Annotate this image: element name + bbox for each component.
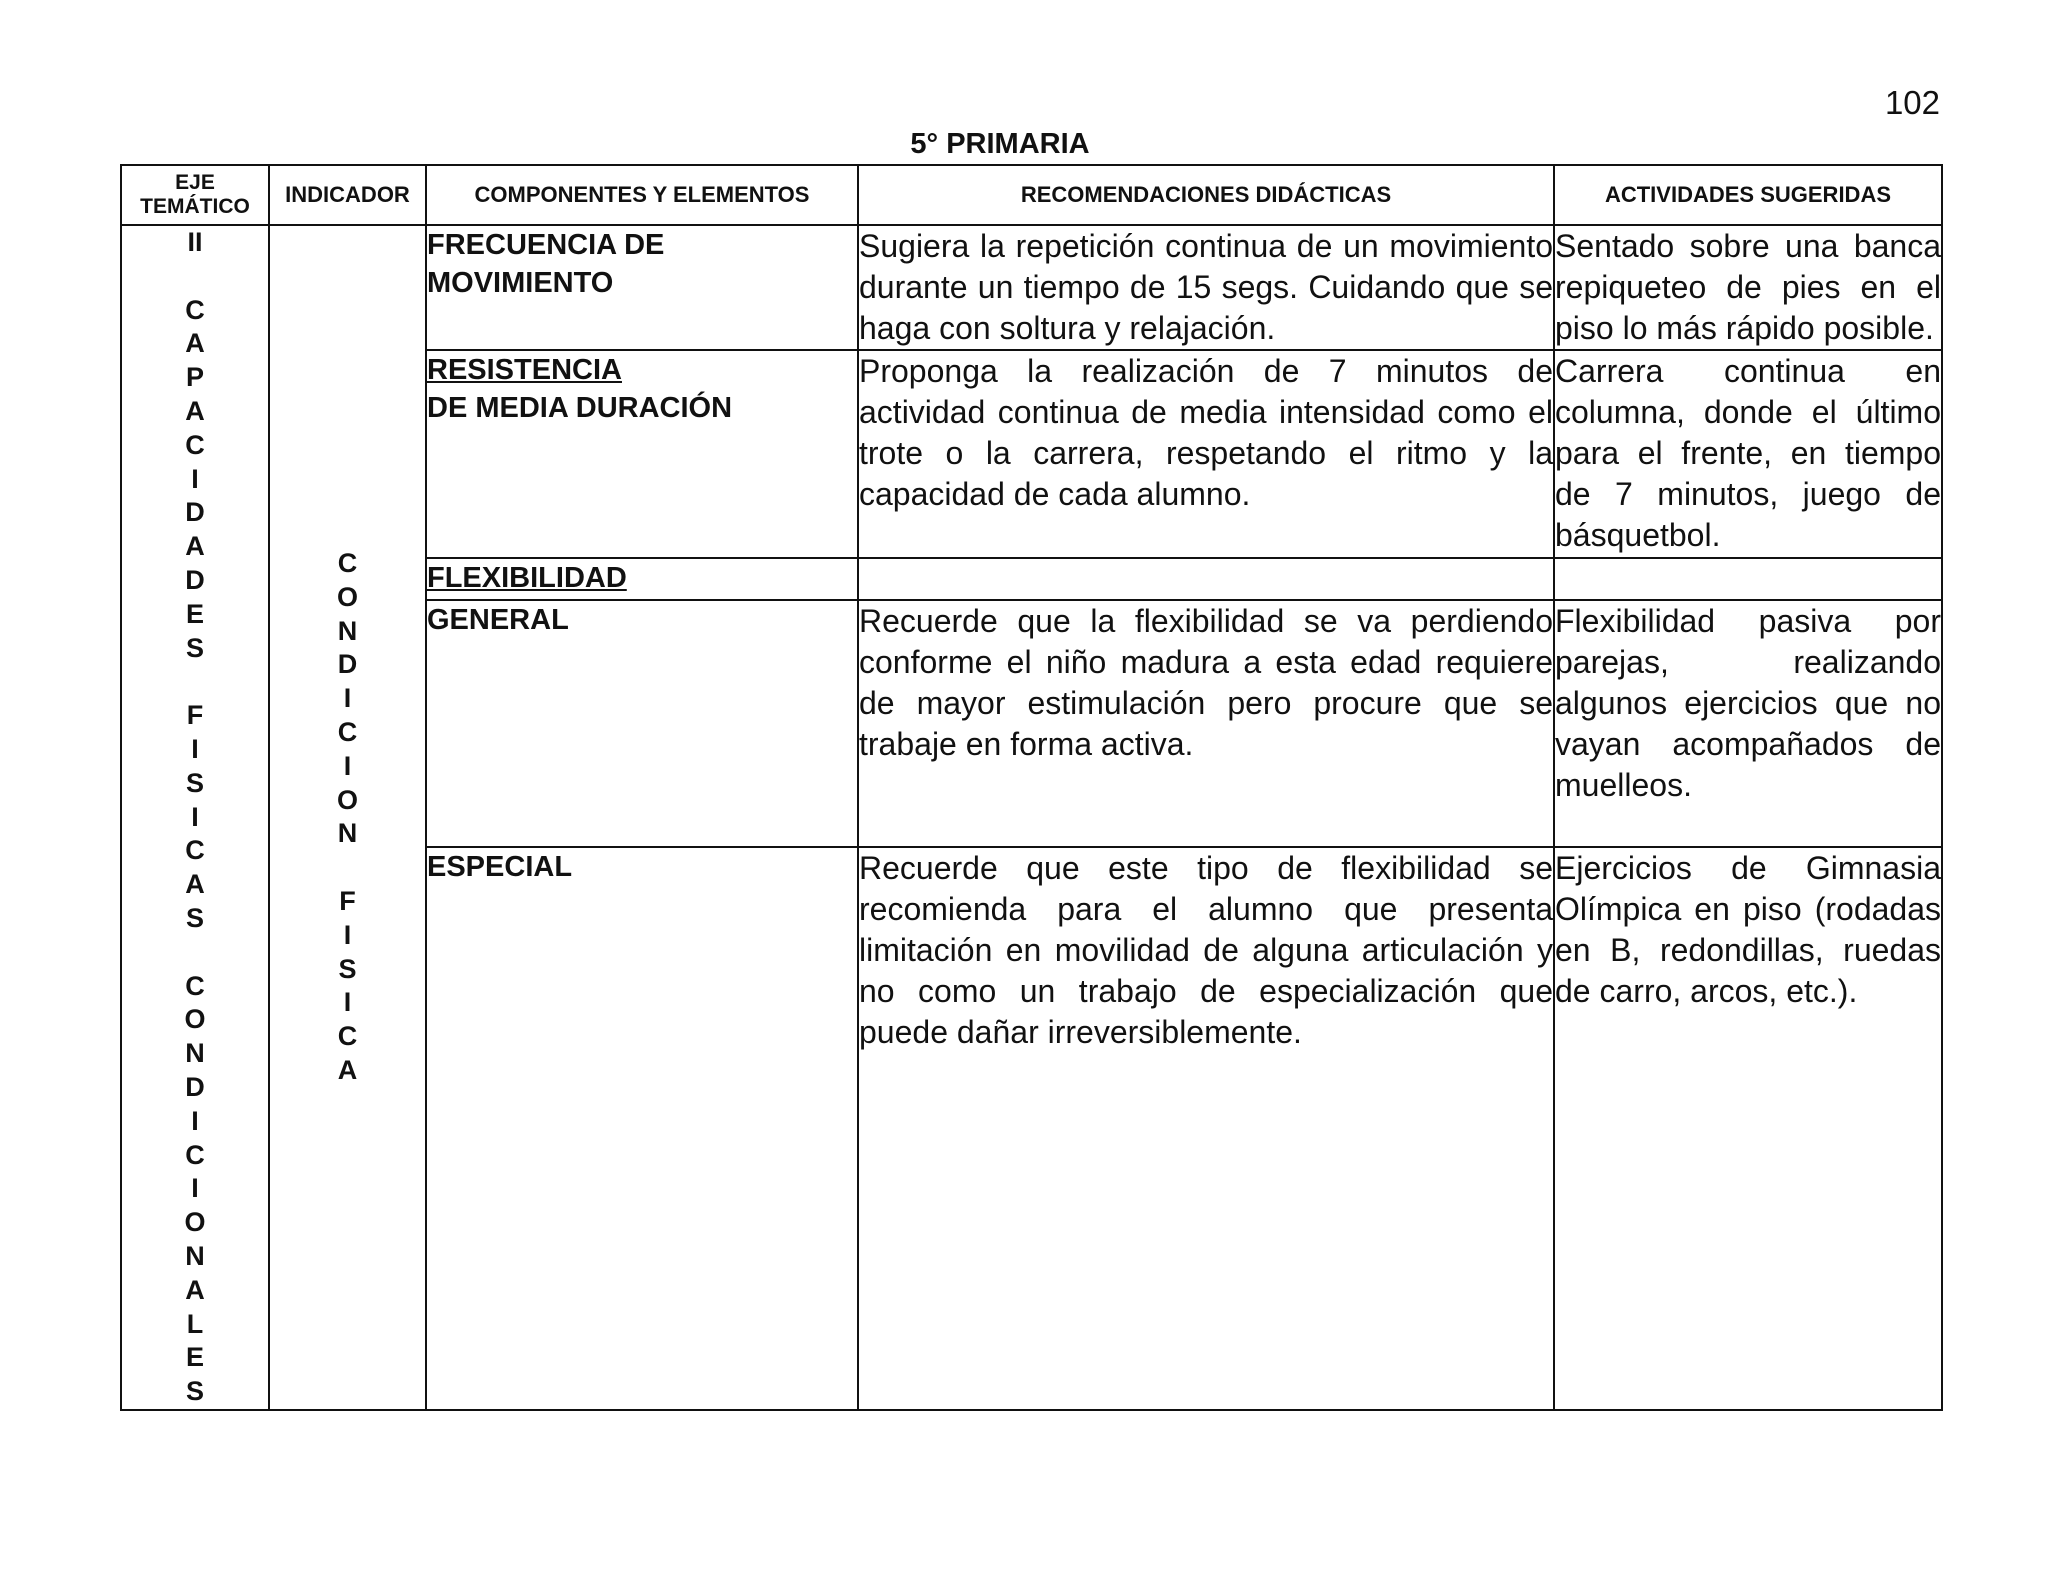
table-row [121,225,1942,350]
header-actividades: ACTIVIDADES SUGERIDAS [1554,165,1942,225]
componente-label: RESISTENCIA [427,354,622,387]
indicador-cell: C O N D I C I O N F I S I C A [269,225,426,1410]
componente-label: FLEXIBILIDAD [427,562,627,595]
header-eje-tematico: EJE TEMÁTICO [121,165,269,225]
componente-label: DE MEDIA DURACIÓN [427,392,733,425]
table-header-row [121,165,1942,225]
header-componentes: COMPONENTES Y ELEMENTOS [426,165,858,225]
eje-tematico-cell: II C A P A C I D A D E S F I S I C A S C O N D I C I O N A L E S [121,225,269,1410]
actividad-cell [1554,558,1942,600]
header-indicador: INDICADOR [269,165,426,225]
page-title: 5° PRIMARIA [910,128,1090,160]
componente-cell [426,350,858,558]
componente-cell [426,600,858,847]
recomendacion-cell [858,558,1554,600]
recomendacion-cell: Sugiera la repetición continua de un movimiento durante un tiempo de 15 segs. Cuidando que se haga con soltura y relajación. [858,225,1554,350]
recomendacion-cell: Recuerde que este tipo de flexibilidad se recomienda para el alumno que presenta limitación en movilidad de alguna articulación y no como un trabajo de especialización que puede dañar irreversiblemente. [858,847,1554,1410]
componente-label: ESPECIAL [427,851,573,883]
page-number: 102 [1884,84,1940,121]
actividad-cell: Sentado sobre una banca repiqueteo de pies en el piso lo más rápido posible. [1554,225,1942,350]
recomendacion-cell: Proponga la realización de 7 minutos de actividad continua de media intensidad como el trote o la carrera, respetando el ritmo y la capacidad de cada alumno. [858,350,1554,558]
componente-cell [426,225,858,350]
header-recomendaciones: RECOMENDACIONES DIDÁCTICAS [858,165,1554,225]
componente-label: MOVIMIENTO [427,267,614,299]
componente-label: GENERAL [427,604,569,637]
componente-cell [426,847,858,1410]
recomendacion-cell: Recuerde que la flexibilidad se va perdiendo conforme el niño madura a esta edad requiere de mayor estimulación pero procure que se trabaje en forma activa. [858,600,1554,847]
actividad-cell: Carrera continua en columna, donde el último para el frente, en tiempo de 7 minutos, juego de básquetbol. [1554,350,1942,558]
actividad-cell: Ejercicios de Gimnasia Olímpica en piso (rodadas en B, redondillas, ruedas de carro, arcos, etc.). [1554,847,1942,1410]
actividad-cell: Flexibilidad pasiva por parejas, realizando algunos ejercicios que no vayan acompañados de muelleos. [1554,600,1942,847]
curriculum-table [120,164,1943,1411]
componente-cell [426,558,858,600]
componente-label: FRECUENCIA DE [427,229,665,261]
